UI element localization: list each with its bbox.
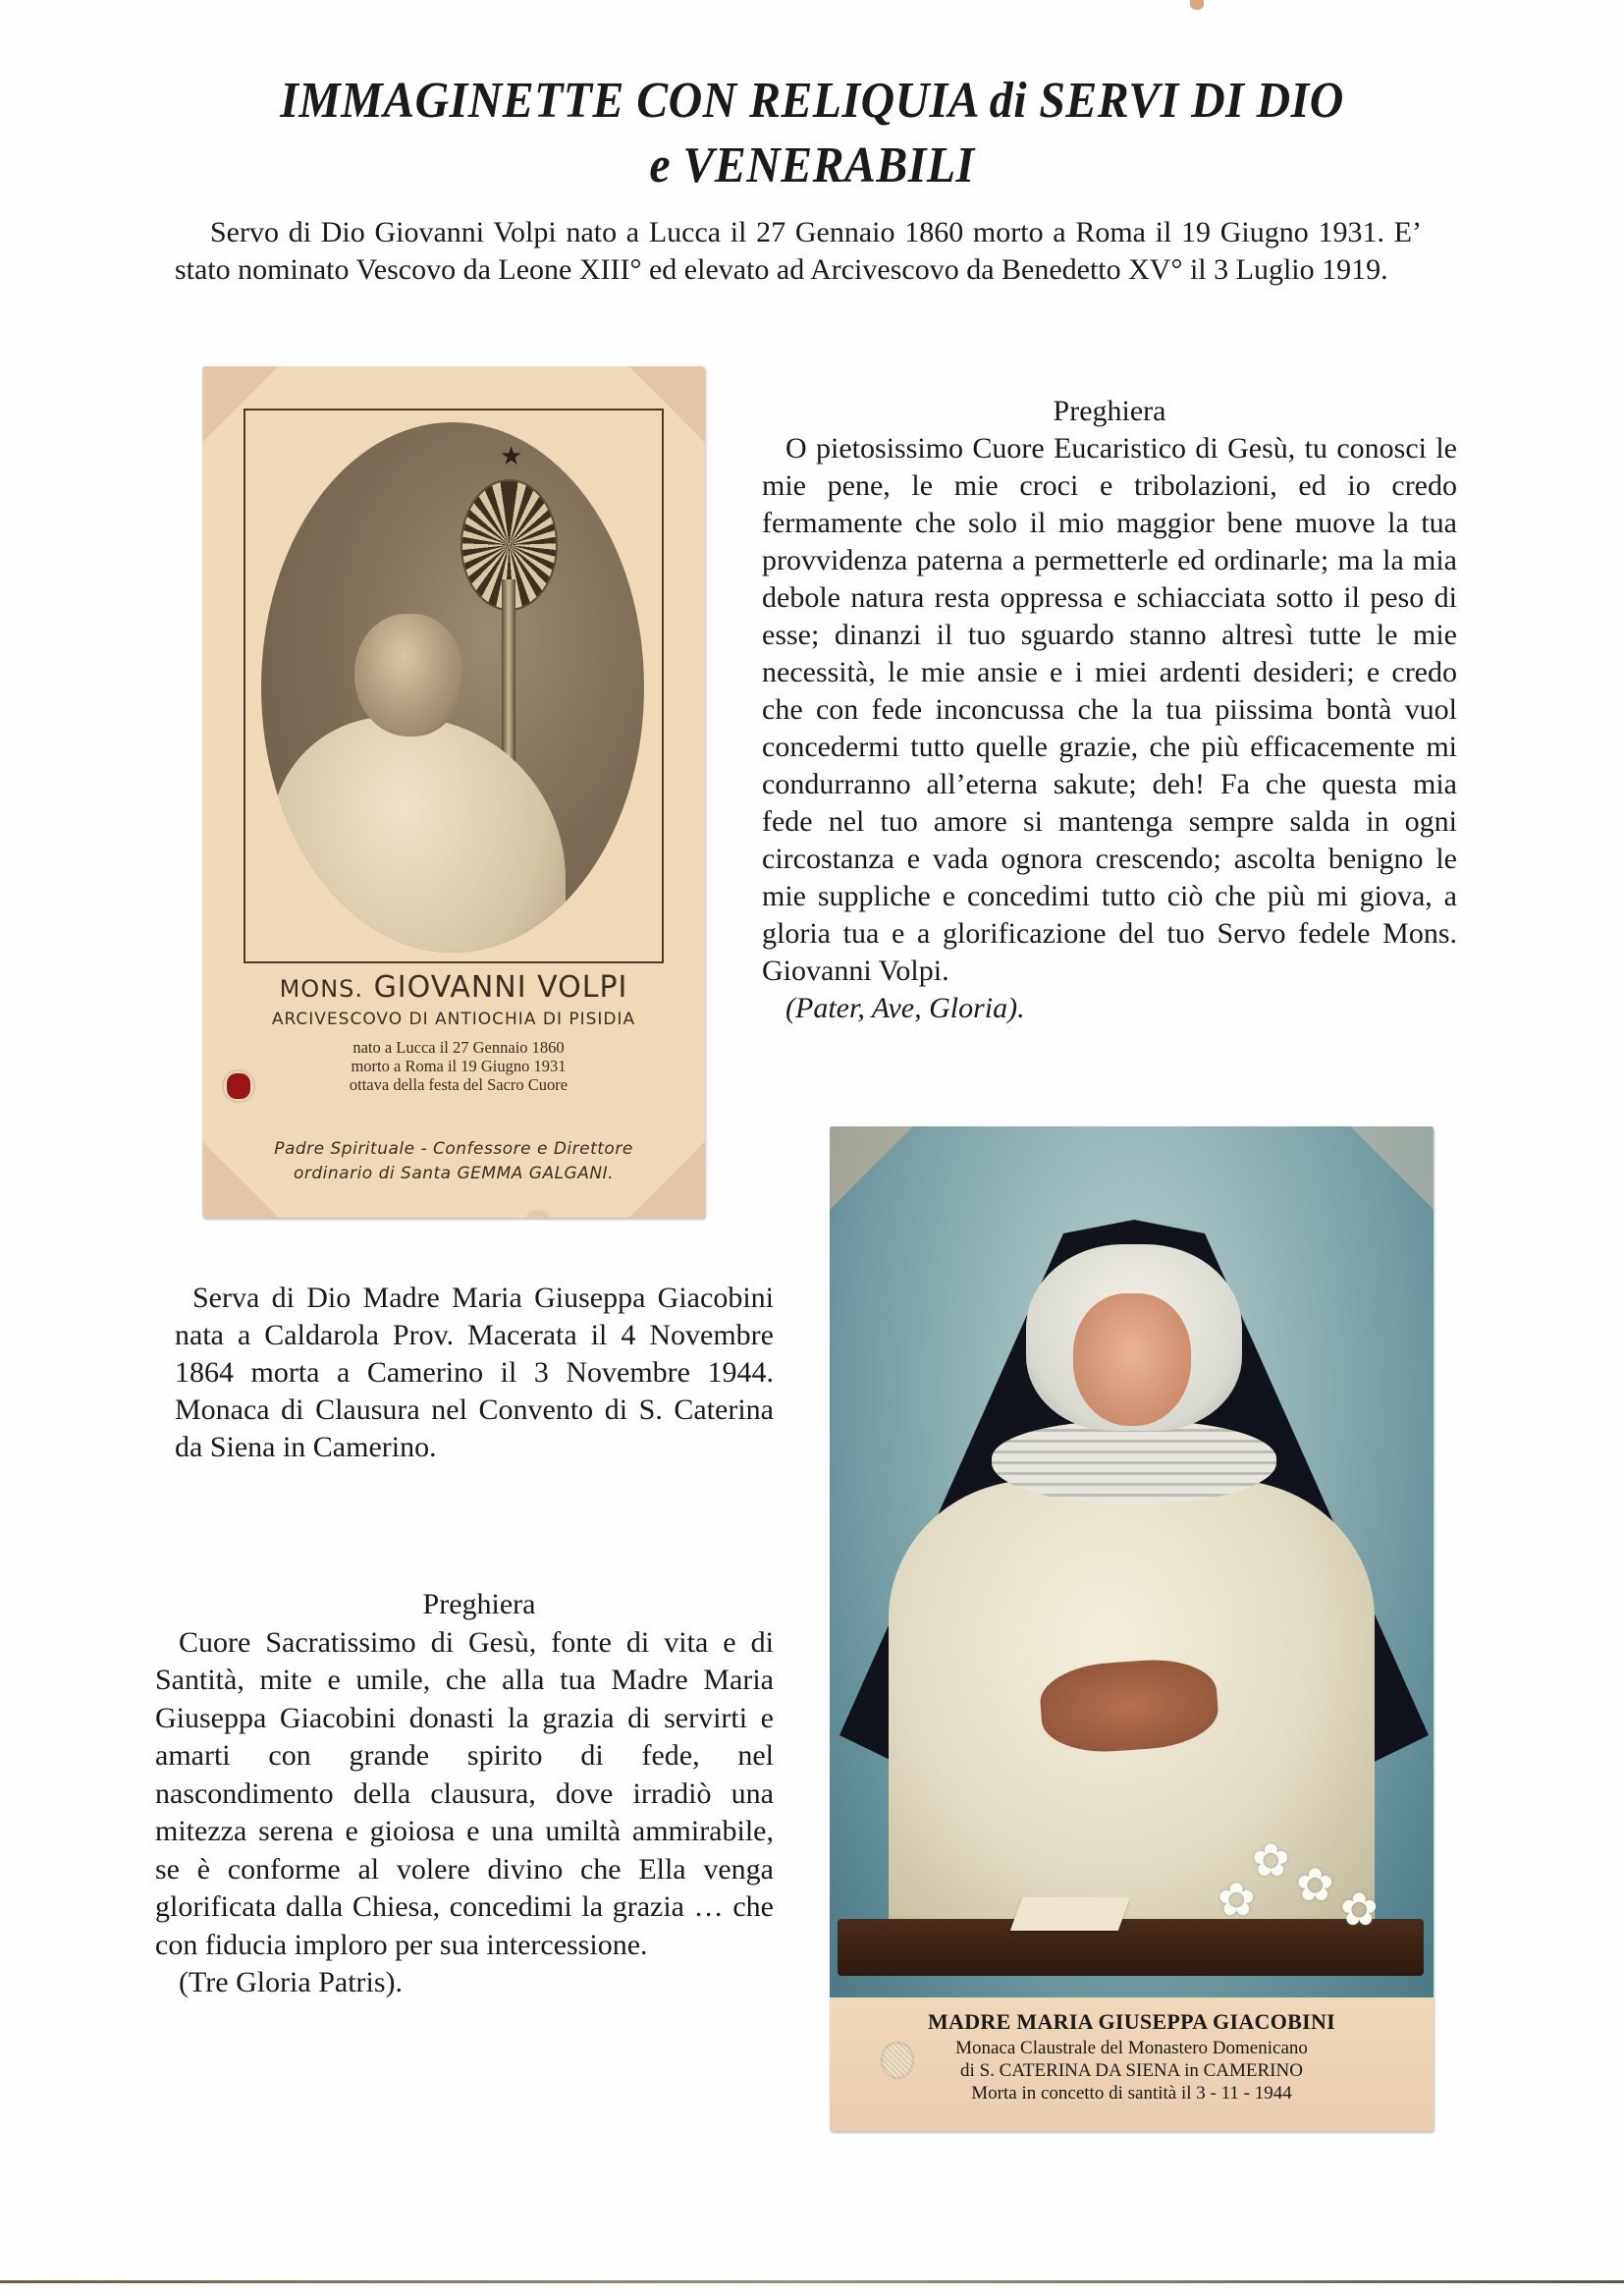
page-bottom-edge	[0, 2280, 1624, 2283]
giacobini-prayer-heading: Preghiera	[422, 1588, 536, 1620]
volpi-prayer-closing: (Pater, Ave, Gloria).	[785, 992, 1025, 1024]
volpi-portrait	[261, 422, 644, 953]
volpi-card-role	[202, 1137, 705, 1186]
wimple-collar	[992, 1421, 1276, 1504]
page-title-line-1: IMMAGINETTE CON RELIQUIA di SERVI DI DIO	[280, 73, 1344, 129]
giacobini-card-line: Morta in concetto di santità il 3 - 11 - 1944	[971, 2083, 1292, 2104]
giacobini-card-line: di S. CATERINA DA SIENA in CAMERINO	[960, 2060, 1303, 2081]
volpi-prayer	[762, 393, 1457, 1027]
volpi-prayer-heading: Preghiera	[1053, 395, 1166, 427]
giacobini-card-name: MADRE MARIA GIUSEPPA GIACOBINI	[927, 2009, 1335, 2034]
volpi-intro: Servo di Dio Giovanni Volpi nato a Lucca il 27 Gennaio 1860 morto a Roma il 19 Giugno 1931. E’ stato nominato Vescovo da Leone XIII° ed elevato ad Arcivescovo da Benedetto XV° il 3 Luglio 1919.	[175, 216, 1422, 286]
vestment	[271, 717, 566, 953]
lily-flower-icon: ✿	[1296, 1860, 1334, 1910]
volpi-card-role-line: ordinario di Santa GEMMA GALGANI.	[294, 1164, 614, 1183]
lectern	[838, 1919, 1424, 1976]
volpi-holy-card	[202, 366, 705, 1218]
giacobini-portrait	[830, 1126, 1434, 1997]
card-notch	[526, 1210, 550, 1218]
volpi-card-name-prefix: MONS.	[279, 975, 364, 1003]
star-icon: ★	[500, 442, 523, 470]
giacobini-prayer-closing: (Tre Gloria Patris).	[179, 1966, 404, 1998]
volpi-card-name-main: GIOVANNI VOLPI	[373, 970, 628, 1005]
volpi-card-dates	[202, 1038, 705, 1094]
portrait-face	[1073, 1293, 1191, 1426]
page-title	[65, 69, 1559, 198]
monstrance-stem	[502, 579, 515, 766]
relic-icon	[881, 2042, 914, 2079]
paper-speck	[1190, 0, 1204, 10]
giacobini-prayer-body: Cuore Sacratissimo di Gesù, fonte di vita e di Santità, mite e umile, che alla tua Madre Maria Giuseppa Giacobini donasti la grazia di servirti e amarti con grande spirito di fede, nel nascondimento della clausura, dove irradiò una mitezza serena e gioiosa e una umiltà ammirabile, se è conforme al volere divino che Ella venga glorificata dalla Chiesa, concedimi la grazia … che con fiducia imploro per sua intercessione.	[155, 1625, 774, 1961]
giacobini-card-line: Monaca Claustrale del Monastero Domenicano	[955, 2038, 1308, 2058]
lily-flower-icon: ✿	[1252, 1835, 1290, 1886]
giacobini-intro: Serva di Dio Madre Maria Giuseppa Giacobini nata a Caldarola Prov. Macerata il 4 Novembre 1864 morta a Camerino il 3 Novembre 1944. Monaca di Clausura nel Convento di S. Caterina da Siena in Camerino.	[175, 1282, 774, 1463]
giacobini-holy-card	[830, 1126, 1434, 2131]
volpi-card-role-line: Padre Spirituale - Confessore e Direttore	[274, 1139, 633, 1159]
portrait-head	[354, 614, 462, 737]
page-title-line-2: e VENERABILI	[649, 137, 975, 193]
volpi-card-name	[202, 970, 705, 1007]
volpi-card-caption	[202, 970, 705, 1094]
giacobini-card-caption	[830, 1997, 1434, 2131]
volpi-prayer-body: O pietosissimo Cuore Eucaristico di Gesù, tu conosci le mie pene, le mie croci e tribolazioni, ed io credo fermamente che solo il mio maggior bene muove la tua provvidenza paterna a permetterle ed ordinarle; ma la mia debole natura resta oppressa e schiacciata sotto il peso di esse; dinanzi il tuo sguardo stanno altresì tutte le mie necessità, le mie ansie e i miei ardenti desideri; e credo che con fede inconcussa che la tua piissima bontà vuol concedermi tutto quelle grazie, che più efficacemente mi condurranno all’eterna sakute; deh! Fa che questa mia fede nel tuo amore si mantenga sempre salda in ogni circostanza e vada ognora crescendo; ascolta benigno le mie suppliche e concedimi tutto ciò che più mi giova, a gloria tua e a glorificazione del tuo Servo fedele Mons. Giovanni Volpi.	[762, 432, 1457, 987]
lily-flower-icon: ✿	[1218, 1875, 1256, 1925]
portrait-frame	[244, 409, 664, 963]
volpi-card-subtitle: ARCIVESCOVO DI ANTIOCHIA DI PISIDIA	[271, 1010, 636, 1029]
open-book-icon	[1010, 1897, 1130, 1931]
giacobini-prayer	[155, 1586, 774, 2002]
lily-flower-icon: ✿	[1340, 1885, 1379, 1935]
volpi-card-date-line: ottava della festa del Sacro Cuore	[349, 1075, 568, 1094]
volpi-card-date-line: morto a Roma il 19 Giugno 1931	[351, 1057, 567, 1075]
volpi-card-date-line: nato a Lucca il 27 Gennaio 1860	[352, 1038, 565, 1057]
relic-icon	[222, 1069, 255, 1103]
